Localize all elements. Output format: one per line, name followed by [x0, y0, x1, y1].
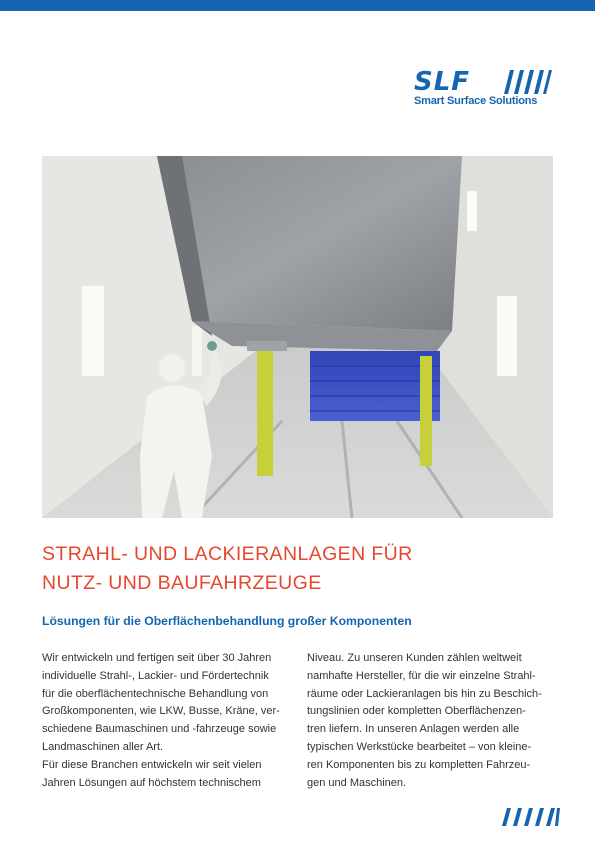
- body-line: tren liefern. In unseren Anlagen werden alle: [307, 723, 520, 736]
- body-line: individuelle Strahl-, Lackier- und Fördertechnik: [42, 669, 269, 682]
- page-headline: [42, 540, 413, 598]
- slf-logo: [414, 68, 554, 114]
- top-accent-bar: [0, 0, 595, 11]
- logo-slashes-icon: [504, 70, 552, 94]
- body-line: Niveau. Zu unseren Kunden zählen weltweit: [307, 652, 522, 664]
- headline-line: STRAHL- UND LACKIERANLAGEN FÜR: [42, 543, 413, 565]
- paint-booth-photo: [42, 156, 553, 518]
- logo-wordmark: SLF: [414, 67, 471, 97]
- body-line: Großkomponenten, wie LKW, Busse, Kräne, ver-: [42, 705, 280, 718]
- body-line: typischen Werkstücke bearbeitet – von kleine-: [307, 740, 532, 753]
- headline-line: NUTZ- UND BAUFAHRZEUGE: [42, 572, 322, 594]
- body-line: Jahren Lösungen auf höchstem technischem: [42, 776, 261, 789]
- body-line: schiedene Baumaschinen und -fahrzeuge sowie: [42, 723, 277, 736]
- body-line: gen und Maschinen.: [307, 776, 407, 789]
- body-line: für die oberflächentechnische Behandlung von: [42, 687, 269, 700]
- body-line: tungslinien oder kompletten Oberflächenzen-: [307, 705, 526, 718]
- logo-tagline: Smart Surface Solutions: [414, 95, 538, 107]
- footer-slashes-icon: [502, 808, 560, 826]
- body-line: Für diese Branchen entwickeln wir seit vielen: [42, 758, 262, 771]
- body-line: namhafte Hersteller, für die wir einzelne Strahl-: [307, 669, 536, 682]
- body-line: ren Komponenten bis zu kompletten Fahrzeu-: [307, 758, 531, 771]
- body-line: Wir entwickeln und fertigen seit über 30 Jahren: [42, 652, 272, 664]
- body-column-left: [42, 650, 302, 792]
- page-subheadline: Lösungen für die Oberflächenbehandlung großer Komponenten: [42, 614, 412, 628]
- body-line: räume oder Lackieranlagen bis hin zu Beschich-: [307, 687, 542, 700]
- body-paragraph: [42, 650, 302, 792]
- body-paragraph: [307, 650, 567, 792]
- body-line: Landmaschinen aller Art.: [42, 740, 164, 753]
- body-column-right: [307, 650, 567, 792]
